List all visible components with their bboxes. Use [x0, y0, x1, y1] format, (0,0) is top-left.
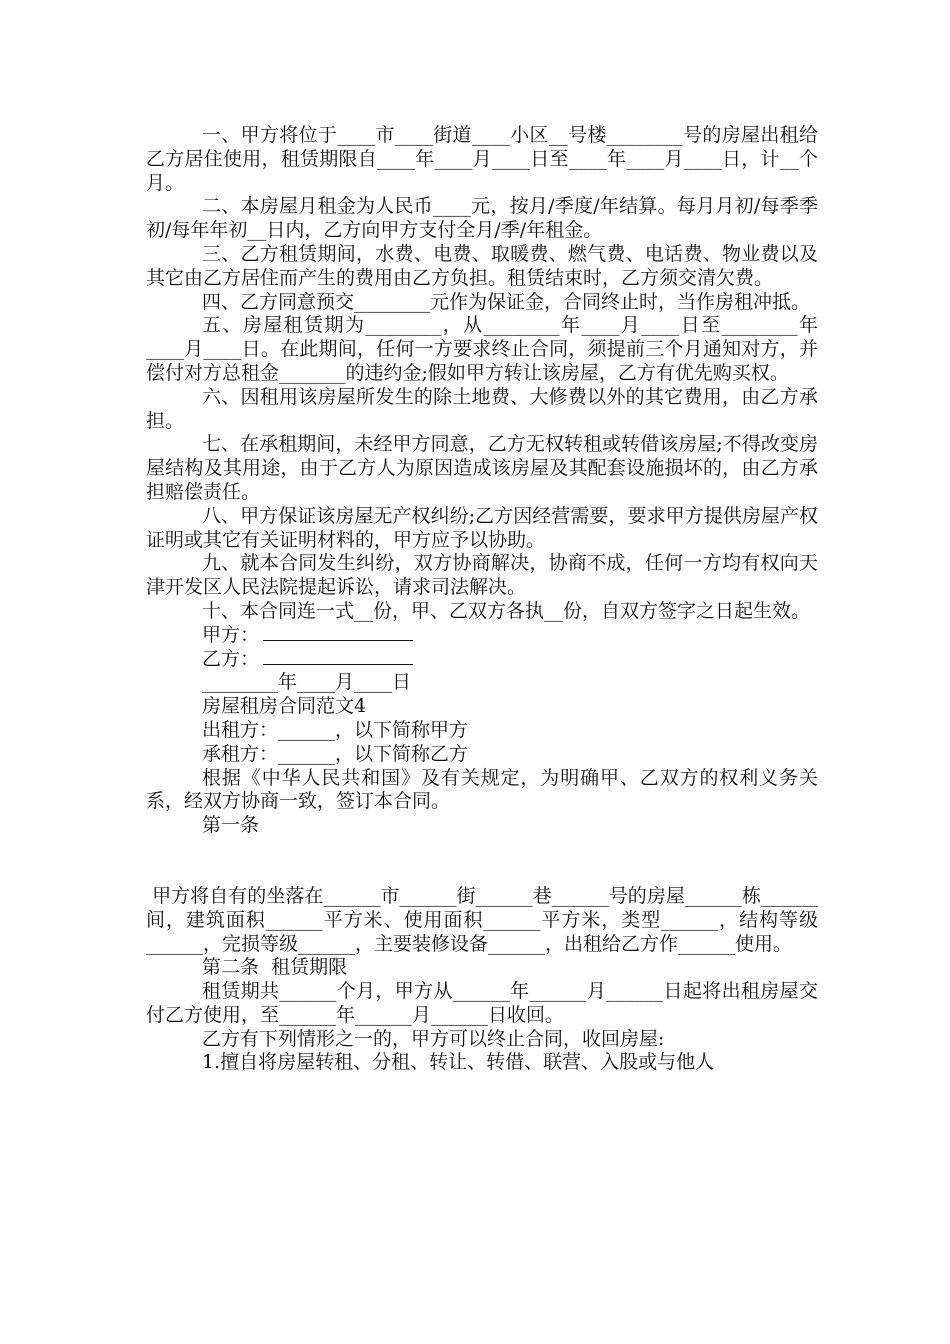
clause-3: 三、乙方租赁期间，水费、电费、取暖费、燃气费、电话费、物业费以及其它由乙方居住而产生的费用由乙方负担。租赁结束时，乙方须交清欠费。	[146, 242, 818, 289]
clause-10: 十、本合同连一式__份，甲、乙双方各执__份，自双方签字之日起生效。	[202, 599, 811, 622]
contract-page	[146, 124, 818, 1075]
party-a-label: 甲方：	[202, 623, 260, 646]
blank-spacer	[146, 838, 818, 885]
party-b-label: 乙方：	[202, 647, 260, 670]
clause-9: 九、就本合同发生纠纷，双方协商解决，协商不成，任何一方均有权向天津开发区人民法院提起诉讼，请求司法解决。	[146, 552, 818, 599]
sign-date: ________年____月____日	[202, 671, 412, 694]
party-b-signature-line	[263, 648, 413, 665]
intro-paragraph: 根据《中华人民共和国》及有关规定，为明确甲、乙双方的权利义务关系，经双方协商一致，签订本合同。	[146, 766, 818, 813]
clause-1: 一、甲方将位于____市____街道____小区__号楼________号的房屋出租给乙方居住使用，租赁期限自____年____月____日至____年____月____日，计__个月。	[146, 124, 818, 194]
termination-item-1: 1.擅自将房屋转租、分租、转让、转借、联营、入股或与他人	[202, 1051, 715, 1074]
clause-2: 二、本房屋月租金为人民币____元，按月/季度/年结算。每月月初/每季季初/每年年初__日内，乙方向甲方支付全月/季/年租金。	[146, 195, 818, 242]
clause-4: 四、乙方同意预交________元作为保证金，合同终止时，当作房租冲抵。	[202, 290, 811, 313]
lessor-line: 出租方：______，以下简称甲方	[202, 718, 469, 741]
party-a-signature	[146, 624, 818, 648]
lessee-line: 承租方：______，以下简称乙方	[202, 742, 469, 765]
article-2-title: 第二条 租赁期限	[202, 956, 348, 979]
clause-6: 六、因租用该房屋所发生的除土地费、大修费以外的其它费用，由乙方承担。	[146, 385, 818, 432]
party-a-signature-line	[263, 624, 413, 641]
article-1-title: 第一条	[202, 814, 260, 837]
article-1-text: 甲方将自有的坐落在______市______街______巷______号的房屋______栋______间，建筑面积______平方米、使用面积______平方米，类型______，结构等级______，完损等级______，主要装修设备______，出租给乙方作______使用。	[146, 884, 818, 955]
section-title: 房屋租房合同范文4	[202, 695, 367, 718]
party-b-signature	[146, 648, 818, 672]
clause-8: 八、甲方保证该房屋无产权纠纷;乙方因经营需要，要求甲方提供房屋产权证明或其它有关证明材料的，甲方应予以协助。	[146, 504, 818, 551]
clause-5: 五、房屋租赁期为________，从________年____月____日至________年____月____日。在此期间，任何一方要求终止合同，须提前三个月通知对方，并偿付对方总租金_______的违约金;假如甲方转让该房屋，乙方有优先购买权。	[146, 314, 818, 384]
clause-7: 七、在承租期间，未经甲方同意，乙方无权转租或转借该房屋;不得改变房屋结构及其用途，由于乙方人为原因造成该房屋及其配套设施损坏的，由乙方承担赔偿责任。	[146, 433, 818, 503]
termination-intro: 乙方有下列情形之一的，甲方可以终止合同，收回房屋:	[202, 1027, 665, 1050]
article-2-text: 租赁期共______个月，甲方从______年______月______日起将出租房屋交付乙方使用，至______年______月______日收回。	[146, 980, 818, 1026]
